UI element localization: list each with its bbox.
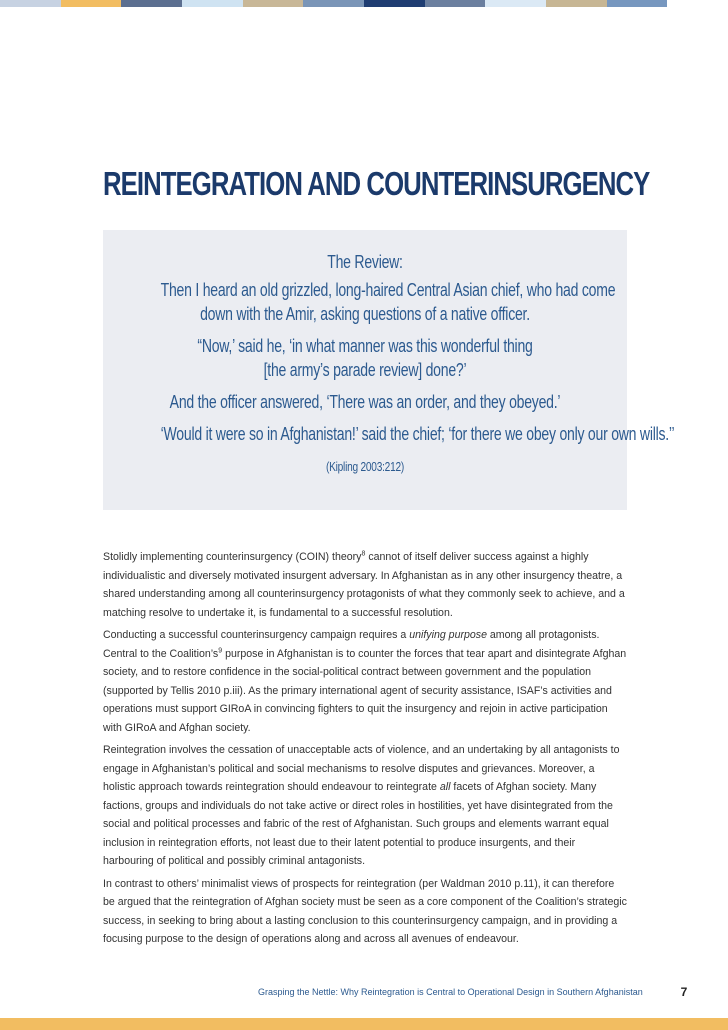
quote-line: Then I heard an old grizzled, long-haired Central Asian chief, who had come <box>160 280 616 300</box>
paragraph-text: cannot of itself deliver success against a highly individualistic and diversely motivated insurgent adversary. In Afghanistan as in any other insurgency theatre, a shared understanding among all counterinsurgency protagonists of what they commonly seek to achieve, and a matching resolve to undertake it, is fundamental to a successful resolution. <box>103 551 625 619</box>
quote-line: ‘Would it were so in Afghanistan!’ said the chief; ‘for there we obey only our own wills.’’ <box>160 424 675 444</box>
paragraph-text: Stolidly implementing counterinsurgency (COIN) theory <box>103 551 362 563</box>
top-color-bar <box>0 0 728 7</box>
paragraph-text: In contrast to others’ minimalist views of prospects for reintegration (per Waldman 2010 p.11), it can therefore be argued that the reintegration of Afghan society must be seen as a core component of the Coalition’s strategic success, in seeking to bring about a lasting conclusion to this counterinsurgency campaign, and in providing a focusing purpose to the design of operations along and across all avenues of endeavour. <box>103 877 627 945</box>
footnote-ref[interactable]: 8 <box>361 550 366 558</box>
quote-line: “Now,’ said he, ‘in what manner was this wonderful thing <box>197 336 533 356</box>
page-number: 7 <box>680 985 688 999</box>
color-bar-segment <box>121 0 182 7</box>
emphasis-text: unifying purpose <box>409 629 487 641</box>
color-bar-segment <box>61 0 122 7</box>
page-title: REINTEGRATION AND COUNTERINSURGENCY <box>103 165 650 203</box>
paragraph-text: Conducting a successful counterinsurgency campaign requires a <box>103 629 410 641</box>
quote-line: down with the Amir, asking questions of a native officer. <box>200 304 530 324</box>
paragraph-text: facets of Afghan society. Many factions, groups and individuals do not take active or direct roles in hostilities, yet have disintegrated from the social and political processes and fabric of the rest of Afghanistan. Such groups and elements warrant equal inclusion in reintegration efforts, not least due to their latent potential to produce insurgents, and their harbouring of political and possibly criminal antagonists. <box>103 781 613 867</box>
quote-box <box>103 230 675 510</box>
emphasis-text: all <box>439 781 451 793</box>
paragraph <box>103 548 628 622</box>
paragraph-text: purpose in Afghanistan is to counter the forces that tear apart and disintegrate Afghan society, and to restore confidence in the social-political contract between government and the population (supported by Tellis 2010 p.iii). As the primary international agent of security assistance, ISAF’s activities and operations must support GIRoA in convincing fighters to quit the insurgency and rejoin in active participation with GIRoA and Afghan society. <box>103 647 627 734</box>
color-bar-segment <box>243 0 304 7</box>
footnote-ref[interactable]: 9 <box>218 646 223 654</box>
color-bar-segment <box>667 0 728 7</box>
quote-content <box>103 250 675 476</box>
body-text <box>103 548 628 953</box>
color-bar-segment <box>0 0 61 7</box>
quote-line: And the officer answered, ‘There was an order, and they obeyed.’ <box>169 392 561 412</box>
color-bar-segment <box>485 0 546 7</box>
color-bar-segment <box>425 0 486 7</box>
paragraph <box>103 626 628 737</box>
quote-citation: (Kipling 2003:212) <box>325 459 405 474</box>
paragraph-text: Reintegration involves the cessation of unacceptable acts of violence, and an undertaking by all antagonists to engage in Afghanistan’s political and social mechanisms to resolve disputes and grievances. Moreover, a holistic approach towards reintegration should endeavour to reintegrate <box>103 744 620 793</box>
paragraph <box>103 741 628 871</box>
paragraph-text: among all protagonists. Central to the Coalition’s <box>103 629 600 660</box>
footer-running-title: Grasping the Nettle: Why Reintegration is Central to Operational Design in Southern Afghanistan <box>258 987 643 997</box>
color-bar-segment <box>364 0 425 7</box>
color-bar-segment <box>182 0 243 7</box>
paragraph <box>103 875 628 949</box>
color-bar-segment <box>303 0 364 7</box>
color-bar-segment <box>607 0 668 7</box>
quote-line: [the army’s parade review] done?’ <box>263 360 467 380</box>
bottom-color-bar <box>0 1018 728 1030</box>
color-bar-segment <box>546 0 607 7</box>
quote-heading: The Review: <box>327 252 403 272</box>
